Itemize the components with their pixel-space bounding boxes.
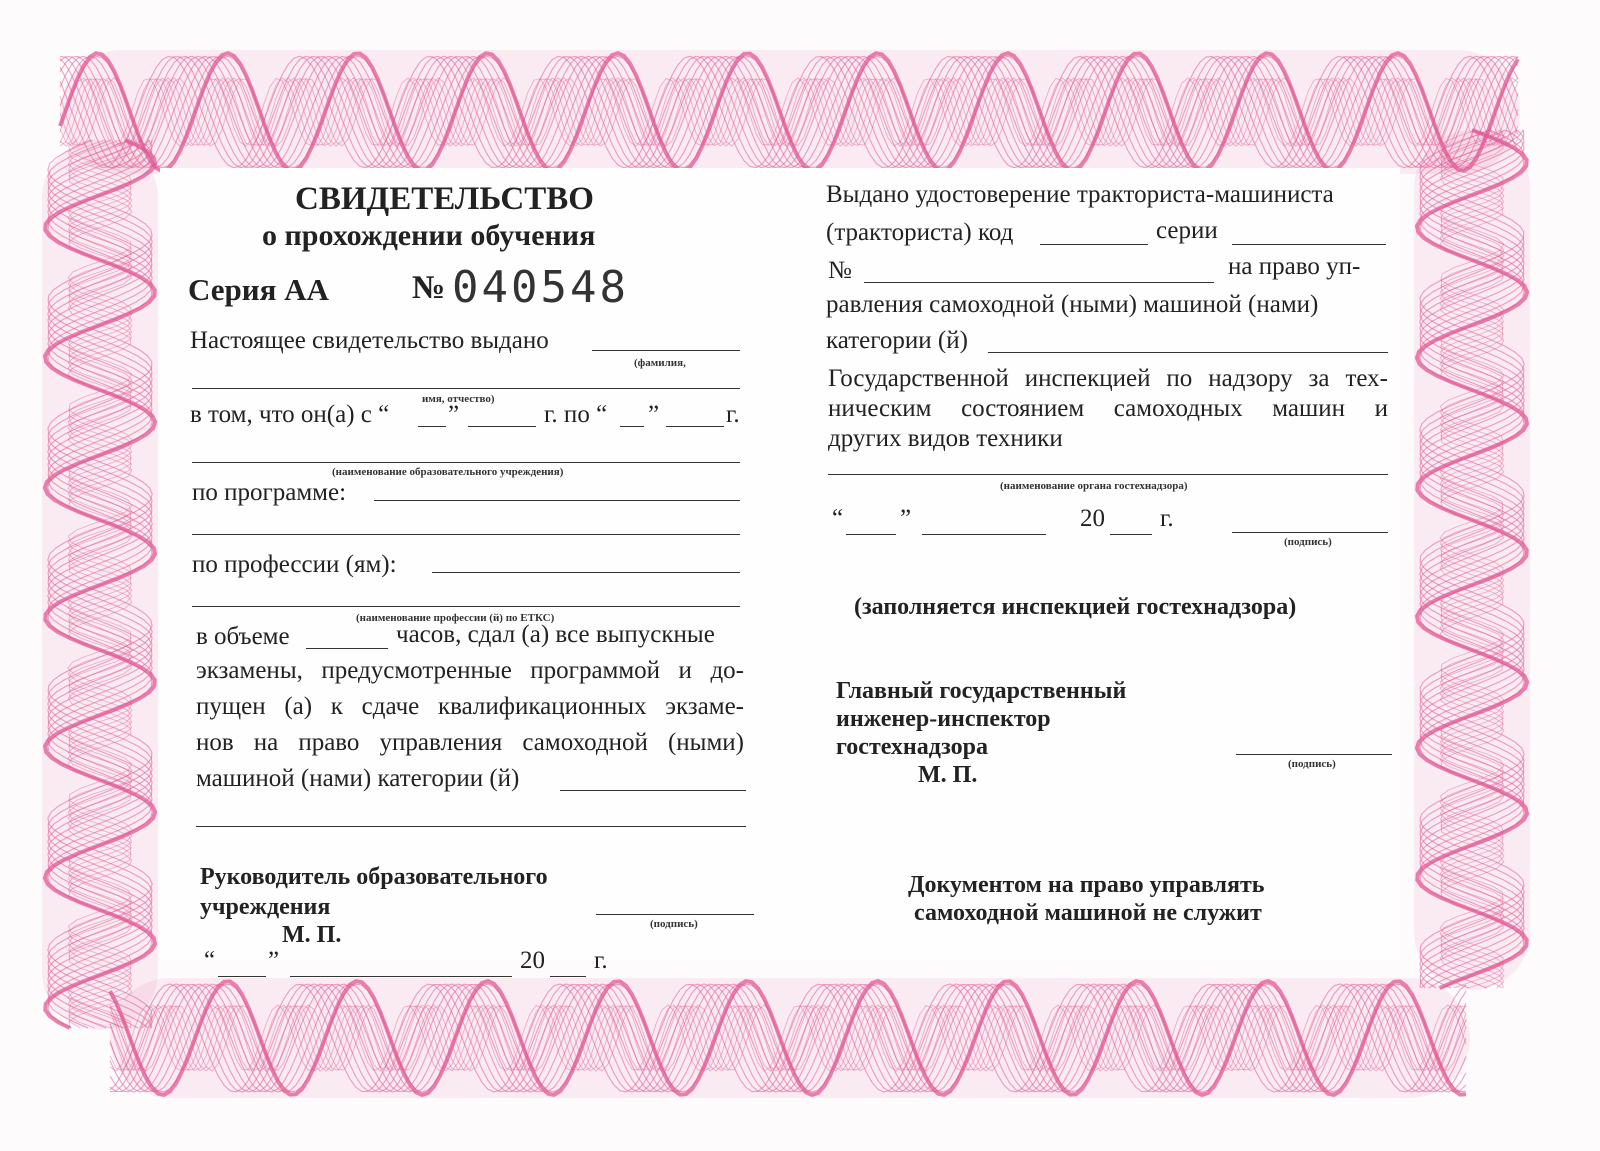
not-a-license-notice-line-2: самоходной машиной не служит — [914, 900, 1262, 926]
head-date-open: “ — [204, 947, 216, 974]
license-category-line — [988, 352, 1388, 353]
number-sign: № — [412, 270, 446, 306]
head-date-year: 20 — [520, 947, 545, 974]
head-stamp-mp: М. П. — [282, 922, 342, 948]
category-line-1 — [560, 790, 746, 791]
volume-label: в объеме — [196, 623, 290, 650]
inspection-text-line-3: других видов техники — [828, 425, 1063, 452]
from-quote-close: ” — [448, 401, 460, 428]
to-year-label: г. — [726, 401, 740, 428]
head-title-line-1: Руководитель образовательного — [200, 864, 548, 890]
exam-text-line-3: нов на право управления самоходной (ными) — [196, 729, 744, 756]
inspection-date-g: г. — [1160, 505, 1174, 532]
inspection-signature-caption: (подпись) — [1284, 536, 1332, 548]
issued-license-line: Выдано удостоверение тракториста-машиниста — [826, 181, 1334, 208]
head-date-g: г. — [594, 947, 608, 974]
chief-signature-caption: (подпись) — [1288, 758, 1336, 770]
certificate-number: 040548 — [452, 262, 629, 313]
exam-text-line-1: экзамены, предусмотренные программой и до- — [196, 657, 744, 684]
name-line — [192, 388, 740, 389]
guilloche-band-top — [60, 50, 1520, 174]
program-label: по программе: — [192, 479, 347, 506]
period-label: в том, что он(а) с “ — [190, 401, 390, 428]
guilloche-band-bottom — [110, 978, 1470, 1098]
inspection-date-year-line — [1110, 534, 1152, 535]
exam-text-line-2: пущен (а) к сдаче квалификационных экзаме- — [196, 693, 744, 720]
head-date-close: ” — [268, 947, 280, 974]
license-number-sign: № — [828, 257, 852, 284]
license-series-line — [1232, 244, 1386, 245]
chief-inspector-line-1: Главный государственный — [836, 678, 1127, 704]
inspection-signature-line — [1232, 532, 1388, 533]
institution-line — [192, 462, 740, 463]
head-signature-line — [596, 914, 754, 915]
profession-label: по профессии (ям): — [192, 551, 397, 578]
from-month-line — [468, 426, 536, 427]
head-signature-caption: (подпись) — [650, 918, 698, 930]
guilloche-band-right — [1414, 130, 1530, 990]
filled-by-inspection-note: (заполняется инспекцией гостехнадзора) — [854, 594, 1297, 620]
to-day-line — [620, 426, 644, 427]
surname-caption: (фамилия, — [634, 357, 686, 369]
profession-line-2 — [192, 606, 740, 607]
certificate-title: СВИДЕТЕЛЬСТВО — [295, 181, 594, 217]
certificate-subtitle: о прохождении обучения — [262, 219, 596, 252]
chief-signature-line — [1236, 754, 1392, 755]
to-quote-close: ” — [648, 401, 660, 428]
category-line-2 — [196, 826, 746, 827]
right-to-drive-label: на право уп- — [1228, 253, 1361, 280]
vehicle-control-line: равления самоходной (ными) машиной (нами) — [826, 291, 1319, 318]
license-number-line — [864, 282, 1214, 283]
license-code-label: (тракториста) код — [826, 219, 1014, 246]
to-month-line — [666, 426, 724, 427]
inspection-text-line-2: ническим состоянием самоходных машин и — [828, 395, 1388, 422]
inspection-date-open: “ — [832, 505, 844, 532]
inspection-date-day-line — [846, 534, 896, 535]
inspection-date-close: ” — [900, 505, 912, 532]
issued-to-label: Настоящее свидетельство выдано — [190, 327, 549, 354]
head-title-line-2: учреждения — [200, 894, 331, 920]
license-category-label: категории (й) — [826, 327, 968, 354]
program-line-1 — [374, 500, 740, 501]
not-a-license-notice-line-1: Документом на право управлять — [908, 872, 1265, 898]
institution-caption: (наименование образовательного учреждения) — [332, 466, 564, 478]
hours-line — [306, 648, 388, 649]
chief-inspector-line-2: инженер-инспектор — [836, 706, 1051, 732]
license-series-label: серии — [1156, 217, 1218, 244]
exam-text-line-4: машиной (нами) категории (й) — [196, 765, 520, 792]
inspection-date-year: 20 — [1080, 505, 1105, 532]
head-date-month-line — [290, 976, 512, 977]
chief-stamp-mp: М. П. — [918, 762, 978, 788]
inspection-date-month-line — [922, 534, 1046, 535]
hours-label: часов, сдал (а) все выпускные — [396, 621, 715, 648]
from-year-label: г. по “ — [544, 401, 608, 428]
program-line-2 — [192, 534, 740, 535]
surname-line — [592, 350, 740, 351]
profession-caption: (наименование профессии (й) по ЕТКС) — [356, 612, 555, 624]
inspection-org-line — [828, 474, 1388, 475]
from-day-line — [418, 426, 446, 427]
inspection-text-line-1: Государственной инспекцией по надзору за тех- — [828, 365, 1388, 392]
head-date-day-line — [218, 976, 266, 977]
inspection-org-caption: (наименование органа гостехнадзора) — [1000, 480, 1188, 492]
name-caption: имя, отчество) — [422, 393, 495, 405]
guilloche-band-left — [42, 140, 158, 1030]
profession-line-1 — [432, 572, 740, 573]
chief-inspector-line-3: гостехнадзора — [836, 734, 989, 760]
head-date-year-line — [550, 976, 586, 977]
series-label: Серия АА — [188, 272, 329, 307]
license-code-line — [1040, 244, 1148, 245]
